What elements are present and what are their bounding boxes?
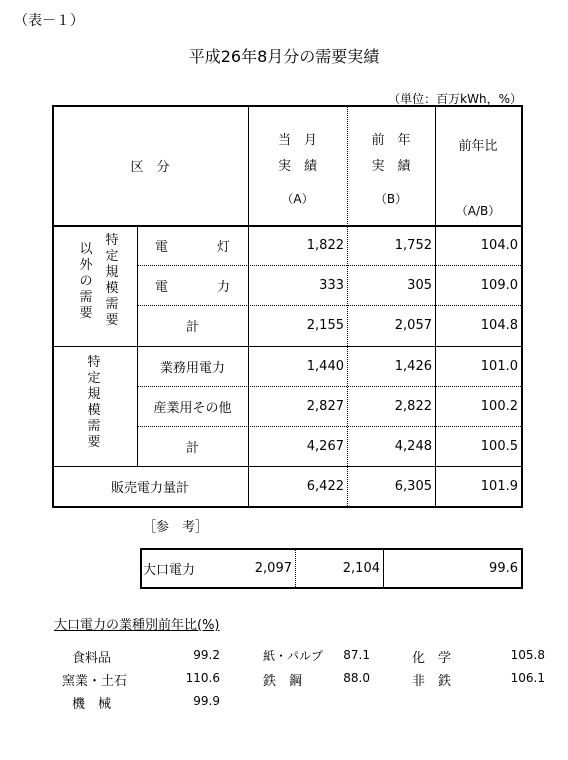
table-label: （表－１）: [14, 13, 84, 29]
reference-current: 2,097: [254, 561, 292, 576]
row-label: 産業用その他: [153, 400, 232, 416]
cell-ratio: 101.0: [480, 358, 518, 374]
header-current-code: （A）: [281, 192, 314, 206]
group2-label: 特 定 規 模 需 要: [87, 355, 101, 450]
industry-name: 鉄 鋼: [263, 674, 303, 689]
industry-name: 紙・パルプ: [263, 649, 324, 663]
cell-prev: 1,426: [394, 358, 432, 374]
cell-current: 333: [319, 277, 344, 293]
table-border-right: [521, 105, 523, 508]
group1-label-line1: 特 定 規 模 需 要: [105, 233, 119, 328]
header-current-line1: 当 月: [277, 133, 317, 148]
industry-value: 99.2: [193, 648, 220, 662]
cell-prev: 1,752: [394, 237, 432, 253]
cell-prev: 2,057: [394, 318, 432, 333]
page-title: 平成26年8月分の需要実績: [188, 47, 380, 66]
total-prev: 6,305: [394, 478, 432, 494]
industry-name: 機 械: [72, 697, 112, 712]
industry-section-title: 大口電力の業種別前年比(%): [54, 618, 220, 633]
industry-name: 非 鉄: [412, 674, 452, 689]
header-current: [248, 133, 347, 207]
row-label-subtotal: 計: [185, 440, 199, 456]
cell-ratio: 100.5: [480, 438, 518, 454]
cell-prev: 2,822: [394, 398, 432, 414]
header-prev-code: （B）: [374, 192, 408, 206]
header-ratio-line1: 前年比: [458, 139, 498, 154]
reference-table: [140, 548, 523, 589]
cell-current: 2,827: [306, 398, 344, 414]
cell-prev: 305: [407, 277, 432, 293]
row-label: 業務用電力: [159, 360, 225, 376]
industry-value: 88.0: [343, 671, 370, 685]
unit-label: （単位：百万kWh，%）: [388, 92, 522, 106]
industry-value: 110.6: [185, 671, 220, 685]
row-label: 電 力: [155, 279, 249, 295]
industry-value: 105.8: [510, 648, 545, 662]
cell-current: 4,267: [306, 438, 344, 454]
cell-ratio: 104.8: [480, 318, 518, 333]
header-category: 区 分: [130, 159, 170, 175]
reference-prev: 2,104: [342, 561, 380, 576]
cell-current: 2,155: [306, 318, 344, 333]
row-label-subtotal: 計: [185, 320, 199, 335]
header-ratio-code: （A/B）: [455, 204, 501, 218]
group1-label-line2: 以 外 の 需 要: [79, 242, 93, 321]
industry-value: 106.1: [510, 671, 545, 685]
total-label: 販売電力量計: [110, 480, 189, 496]
header-prev-line2: 実 績: [371, 159, 411, 174]
total-current: 6,422: [306, 478, 344, 494]
header-prev-line1: 前 年: [371, 133, 411, 148]
industry-value: 99.9: [193, 694, 220, 708]
industry-name: 化 学: [412, 651, 452, 666]
total-ratio: 101.9: [480, 478, 518, 494]
header-ratio: [435, 139, 521, 219]
reference-ratio: 99.6: [489, 561, 518, 576]
table-border-bottom: [52, 506, 523, 508]
cell-ratio: 100.2: [480, 398, 518, 414]
row-label: 電 灯: [155, 239, 249, 255]
cell-current: 1,822: [306, 237, 344, 253]
cell-ratio: 104.0: [480, 237, 518, 253]
industry-value: 87.1: [343, 648, 370, 662]
industry-name: 食料品: [72, 651, 112, 666]
cell-prev: 4,248: [394, 438, 432, 454]
demand-table: [52, 105, 523, 508]
cell-current: 1,440: [306, 358, 344, 374]
industry-name: 窯業・土石: [62, 674, 128, 689]
cell-ratio: 109.0: [480, 277, 518, 293]
reference-label: ［参 考］: [143, 520, 209, 535]
header-current-line2: 実 績: [277, 159, 317, 174]
header-prev: [347, 133, 435, 207]
reference-row-label: 大口電力: [142, 563, 195, 578]
